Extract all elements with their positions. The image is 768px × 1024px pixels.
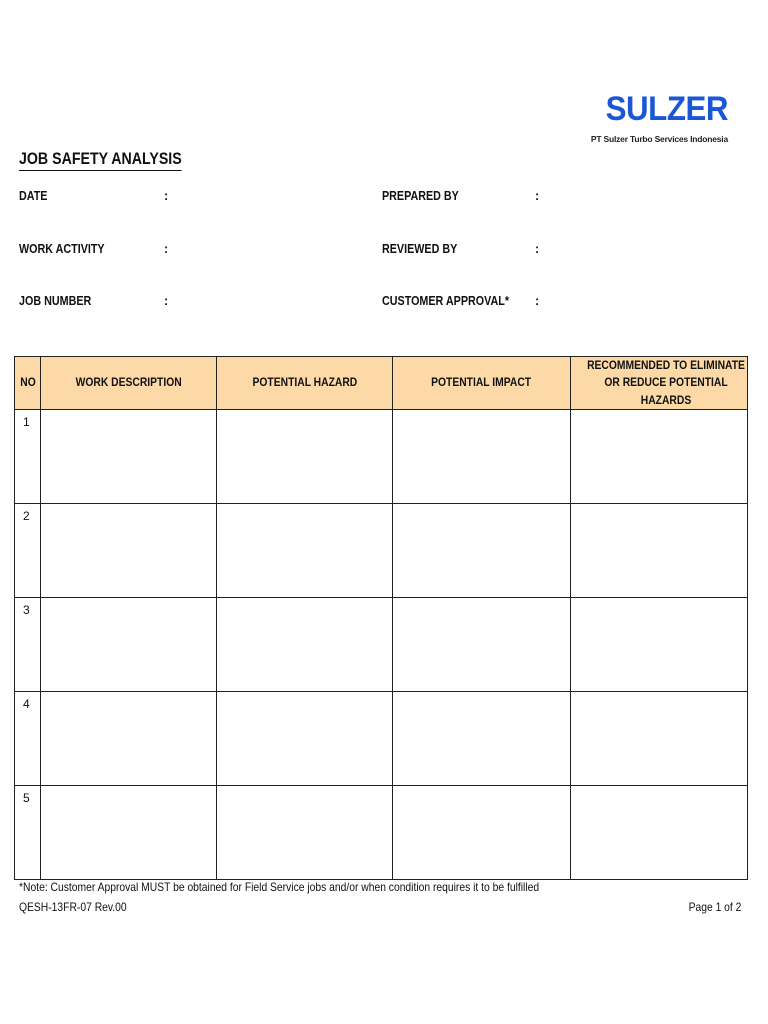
potential-impact-cell[interactable] <box>393 786 571 880</box>
work-description-cell[interactable] <box>41 410 217 504</box>
table-row <box>15 786 748 880</box>
work-description-cell[interactable] <box>41 692 217 786</box>
recommended-cell[interactable] <box>571 786 748 880</box>
prepared-by-separator: : <box>535 189 540 203</box>
row-number: 3 <box>15 598 41 692</box>
potential-impact-cell[interactable] <box>393 504 571 598</box>
work-activity-label: WORK ACTIVITY <box>19 242 105 256</box>
logo-company-name: PT Sulzer Turbo Services Indonesia <box>590 134 728 144</box>
potential-hazard-cell[interactable] <box>217 692 393 786</box>
table-row <box>15 504 748 598</box>
customer-approval-label: CUSTOMER APPROVAL* <box>382 294 510 308</box>
potential-hazard-cell[interactable] <box>217 410 393 504</box>
date-label: DATE <box>19 189 48 203</box>
logo-brand: SULZER <box>605 90 728 128</box>
table-row <box>15 598 748 692</box>
potential-impact-cell[interactable] <box>393 598 571 692</box>
prepared-by-label: PREPARED BY <box>382 189 459 203</box>
potential-hazard-cell[interactable] <box>217 504 393 598</box>
column-header-potential-hazard: POTENTIAL HAZARD <box>217 357 393 410</box>
table-row <box>15 410 748 504</box>
reviewed-by-separator: : <box>535 242 540 256</box>
column-header-work-description: WORK DESCRIPTION <box>41 357 217 410</box>
work-description-cell[interactable] <box>41 598 217 692</box>
document-title: JOB SAFETY ANALYSIS <box>19 150 182 171</box>
recommended-cell[interactable] <box>571 692 748 786</box>
reviewed-by-label: REVIEWED BY <box>382 242 458 256</box>
column-header-no: NO <box>15 357 41 410</box>
work-description-cell[interactable] <box>41 786 217 880</box>
work-description-cell[interactable] <box>41 504 217 598</box>
potential-impact-cell[interactable] <box>393 410 571 504</box>
row-number: 4 <box>15 692 41 786</box>
table-header-row <box>15 357 748 410</box>
column-header-potential-impact: POTENTIAL IMPACT <box>393 357 571 410</box>
customer-approval-separator: : <box>535 294 540 308</box>
row-number: 5 <box>15 786 41 880</box>
column-header-recommended: RECOMMENDED TO ELIMINATE OR REDUCE POTENTIAL HAZARDS <box>571 357 748 410</box>
recommended-cell[interactable] <box>571 504 748 598</box>
job-number-label: JOB NUMBER <box>19 294 92 308</box>
customer-approval-note: *Note: Customer Approval MUST be obtained for Field Service jobs and/or when condition requires it to be fulfilled <box>19 880 540 894</box>
row-number: 2 <box>15 504 41 598</box>
page-number: Page 1 of 2 <box>688 900 741 914</box>
potential-hazard-cell[interactable] <box>217 598 393 692</box>
jsa-table <box>14 356 748 880</box>
potential-hazard-cell[interactable] <box>217 786 393 880</box>
sulzer-logo <box>590 90 750 150</box>
row-number: 1 <box>15 410 41 504</box>
table-row <box>15 692 748 786</box>
job-number-separator: : <box>164 294 169 308</box>
work-activity-separator: : <box>164 242 169 256</box>
date-separator: : <box>164 189 169 203</box>
recommended-cell[interactable] <box>571 410 748 504</box>
potential-impact-cell[interactable] <box>393 692 571 786</box>
recommended-cell[interactable] <box>571 598 748 692</box>
form-code: QESH-13FR-07 Rev.00 <box>19 900 127 914</box>
